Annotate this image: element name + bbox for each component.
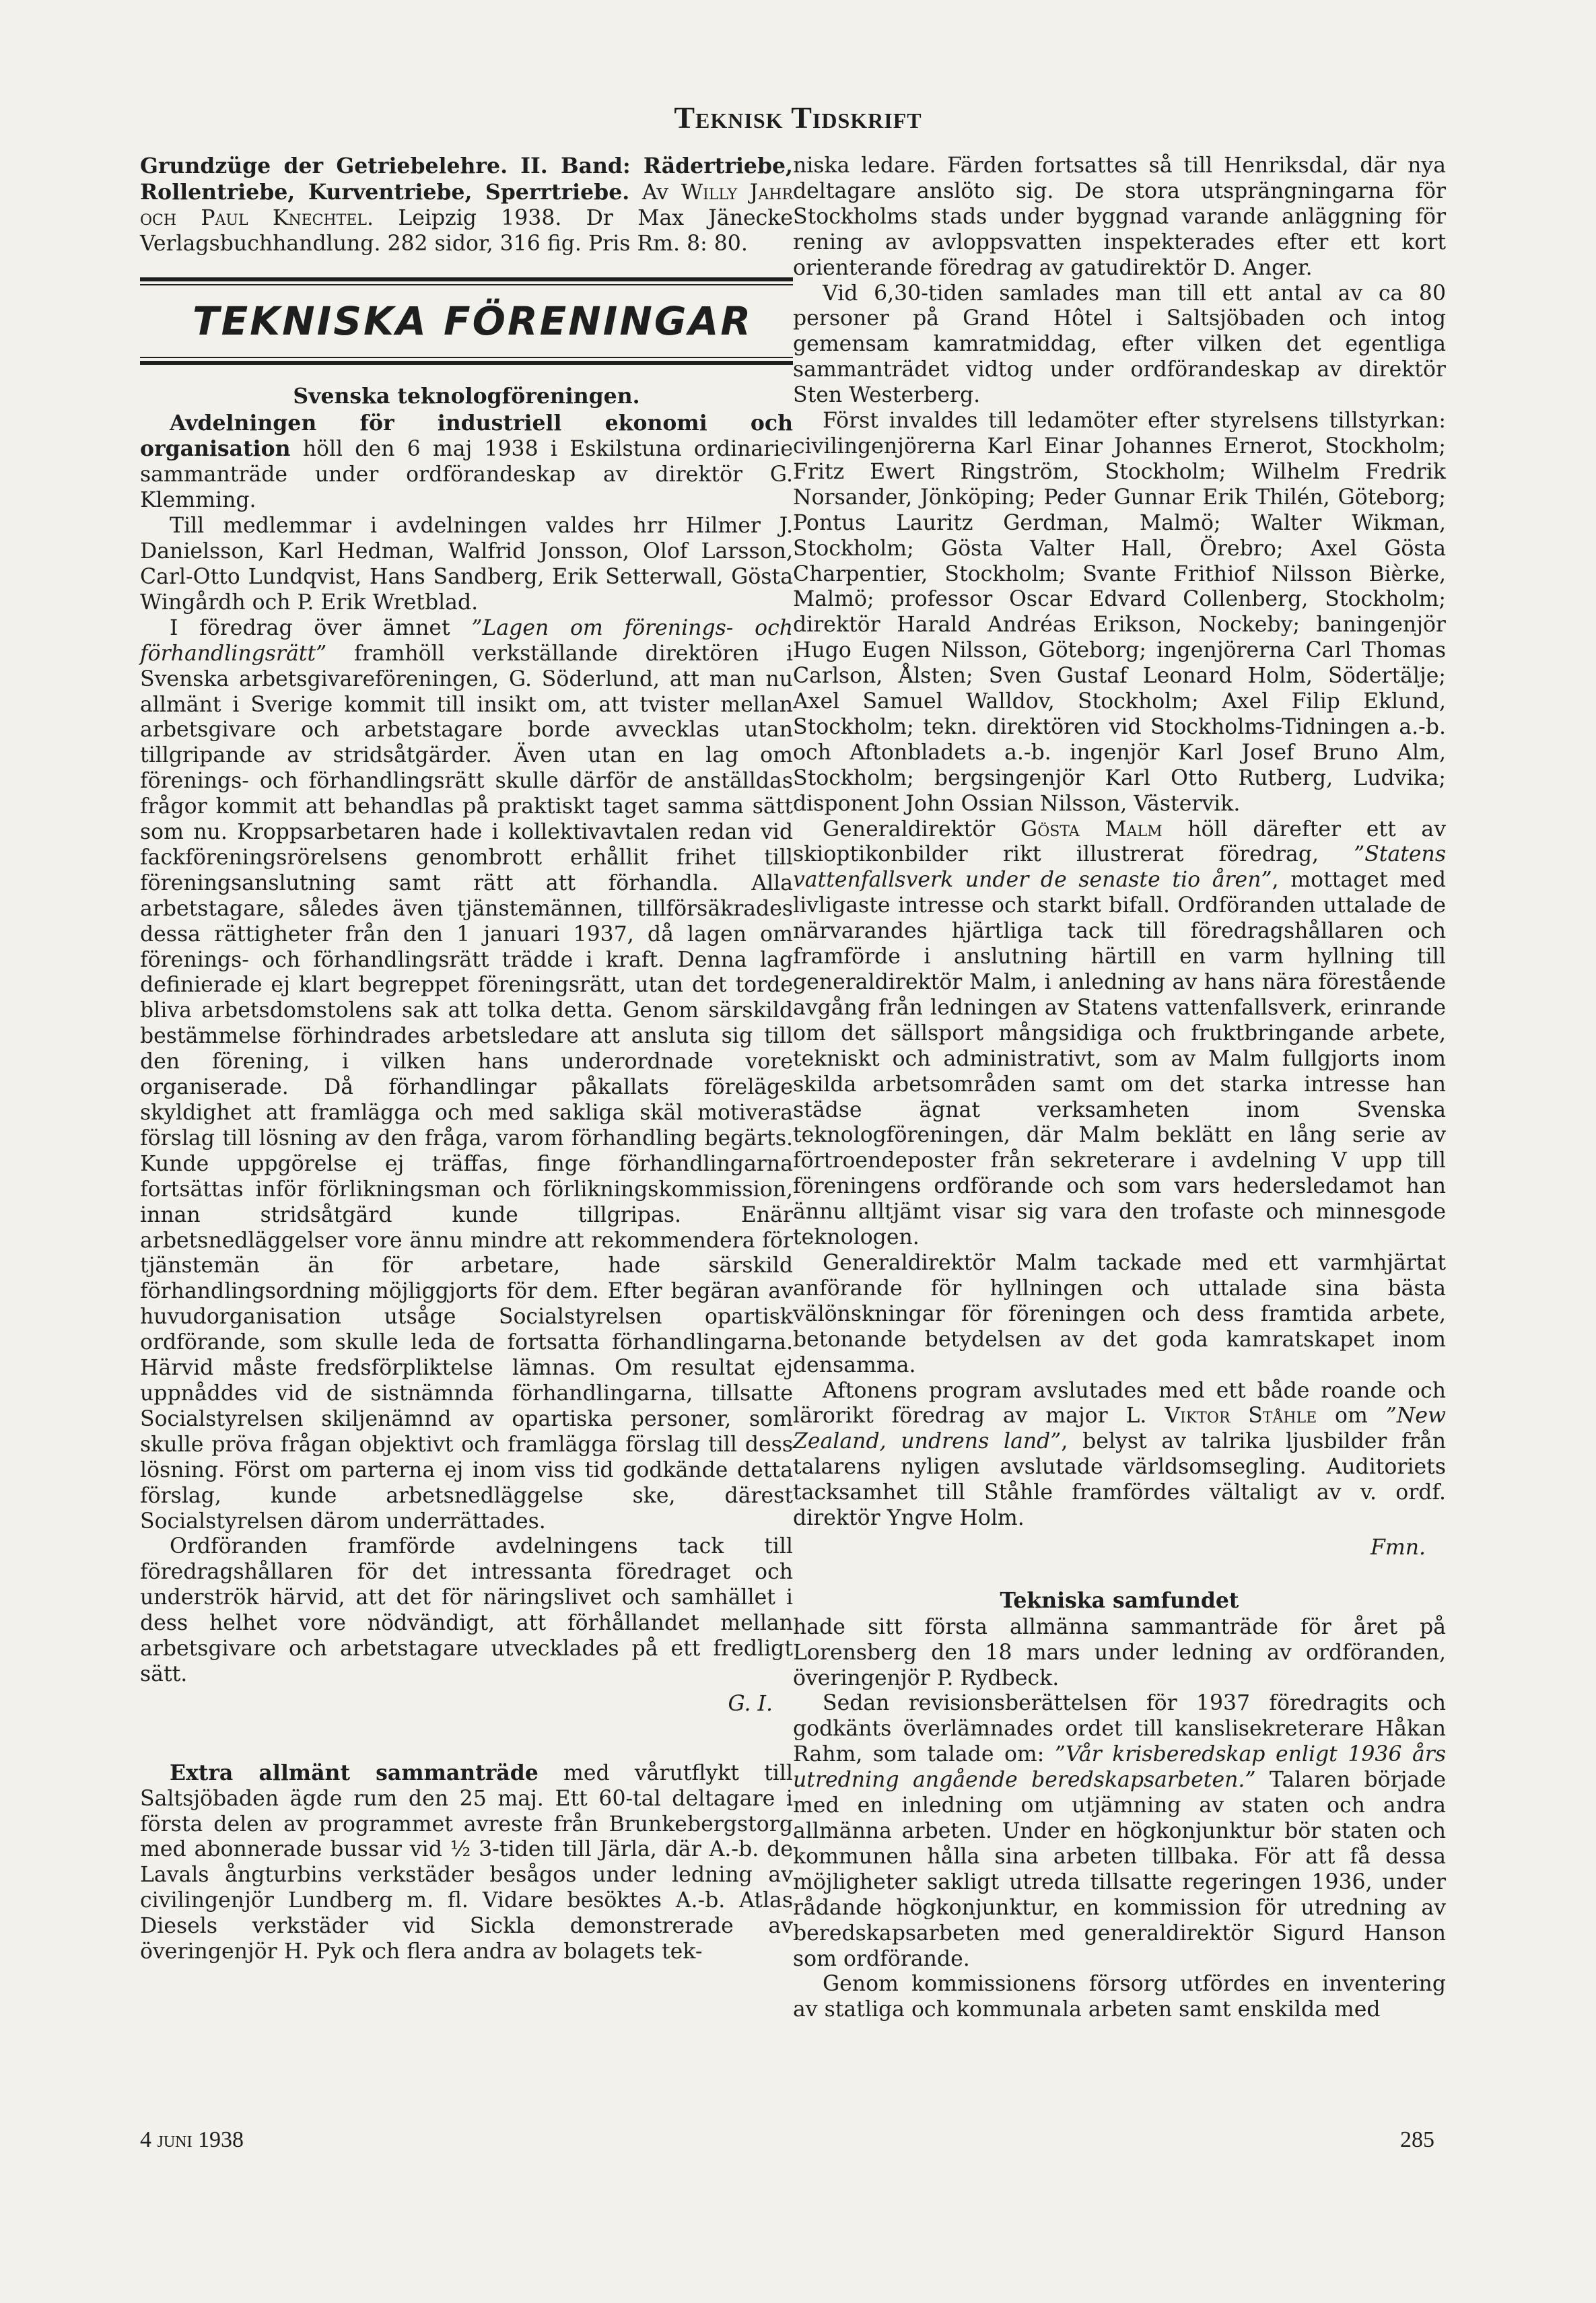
- banner-rule-top: [140, 277, 793, 285]
- issue-day: 4: [140, 2127, 151, 2152]
- person-name: Gösta Malm: [1020, 817, 1163, 841]
- article-paragraph: [793, 1379, 1446, 1532]
- paragraph-text: Generaldirektör: [823, 817, 1021, 841]
- paragraph-text: med vårutflykt till Saltsjöbaden ägde rum den 25 maj. Ett 60-tal deltagare i första delen av programmet avreste från Brunkebergstorg med abonnerade bussar vid ½ 3-tiden till Järla, där A.-b. de Lavals ångturbins verkstäder besågos under ledning av civilingenjör Lundberg m. fl. Vidare besöktes A.-b. Atlas Diesels verkstäder vid Sickla demonstrerade av överingenjör H. Pyk och flera andra av bolagets tek-: [140, 1760, 793, 1964]
- article-paragraph: [140, 411, 793, 514]
- paragraph-text: höll därefter ett av skioptikonbilder rikt illustrerat föredrag,: [793, 817, 1446, 867]
- review-by: Av: [641, 180, 669, 205]
- left-column: [140, 153, 793, 1965]
- paragraph-text: I föredrag över ämnet: [170, 615, 472, 640]
- lecture-title: ”Statens vattenfallsverk under de senaste tio åren”: [793, 842, 1446, 893]
- lecture-title: ”Vår krisberedskap enligt 1936 års utredning angående beredskapsarbeten.”: [793, 1742, 1446, 1793]
- issue-year: 1938: [198, 2127, 244, 2152]
- section-banner: [140, 277, 793, 365]
- paragraph-text: Talaren började med en inledning om utjämning av staten och andra allmänna arbeten. Under en högkonjunktur bör staten och kommunen hålla sina arbeten tillbaka. För att få dessa möjligheter sakligt utreda tillsatte regeringen 1936, under rådande högkonjunktur, en kommission för utredning av beredskapsarbeten med generaldirektör Sigurd Hanson som ordförande.: [793, 1768, 1446, 1971]
- paragraph-text: Sedan revisionsberättelsen för 1937 föredragits och godkänts överlämnades ordet till kanslisekreterare Håkan Rahm, som talade om:: [793, 1691, 1446, 1767]
- paragraph-lead: Extra allmänt sammanträde: [170, 1760, 539, 1785]
- review-authors: Willy Jahr och Paul Knechtel.: [140, 180, 794, 230]
- issue-month: juni: [157, 2127, 193, 2152]
- banner-rule-bottom: [140, 357, 793, 365]
- journal-header: Teknisk Tidskrift: [674, 100, 922, 135]
- paragraph-text: om: [1317, 1404, 1386, 1429]
- issue-date: [140, 2127, 244, 2153]
- article-paragraph: [793, 1691, 1446, 1972]
- person-name: Viktor Ståhle: [1165, 1404, 1317, 1429]
- article-paragraph: Generaldirektör Malm tackade med ett varmhjärtat anförande för hyllningen och uttalade sina bästa välönskningar för föreningen och dess framtida arbete, betonande betydelsen av det goda kamratskapet inom densamma.: [793, 1250, 1446, 1377]
- paragraph-text: framhöll verkställande direktören i Svenska arbetsgivareföreningen, G. Söderlund, att man nu allmänt i Sverige kommit till insikt om, att tvister mellan arbetsgivare och arbetstagare borde avvecklas utan tillgripande av stridsåtgärder. Även utan en lag om förenings- och förhandlingsrätt skulle därför de anställdas frågor kommit att behandlas på praktiskt taget samma sätt som nu. Kroppsarbetaren hade i kollektivavtalen redan vid fackföreningsrörelsens genombrott erhållit frihet till föreningsanslutning samt rätt att förhandla. Alla arbetstagare, således även tjänstemännen, tillförsäkrades dessa rättigheter från den 1 januari 1937, då lagen om förenings- och förhandlingsrätt trädde i kraft. Denna lag definierade ej klart begreppet föreningsrätt, utan det torde bliva arbetsdomstolens sak att tolka detta. Genom särskild bestämmelse förhindrades arbetsledare att ansluta sig till den förening, i vilken hans underordnade vore organiserade. Då förhandlingar påkallats föreläge skyldighet att framlägga och med sakliga skäl motivera förslag till lösning av den fråga, varom förhandling begärts. Kunde uppgörelse ej träffas, finge förhandlingarna fortsättas inför förlikningsman och förlikningskommission, innan stridsåtgärd kunde tillgripas. Enär arbetsnedläggelser vore ännu mindre att rekommendera för tjänstemän än för arbetare, hade särskild förhandlingsordning möjliggjorts för dem. Efter begäran av huvudorganisation utsåge Socialstyrelsen opartisk ordförande, som skulle leda de fortsatta förhandlingarna. Härvid måste fredsförpliktelse lämnas. Om resultat ej uppnåddes vid de sistnämnda förhandlingarna, tillsatte Socialstyrelsen skiljenämnd av opartiska personer, som skulle pröva frågan objektivt och framlägga förslag till dess lösning. Först om parterna ej inom viss tid godkände detta förslag, kunde arbetsnedläggelse ske, därest Socialstyrelsen därom underrättades.: [140, 641, 793, 1534]
- lecture-title: ”Lagen om förenings- och förhandlingsrätt”: [140, 615, 793, 666]
- page-number: 285: [1400, 2127, 1434, 2152]
- lecture-title: ”New Zealand, undrens land”: [793, 1404, 1446, 1454]
- right-column: [793, 153, 1446, 2023]
- article-paragraph: Ordföranden framförde avdelningens tack till föredragshållaren för det intressanta föredraget och underströk härvid, att det för näringslivet och samhället i dess helhet vore nödvändigt, att förhållandet mellan arbetsgivare och arbetstagare utvecklades på ett fredligt sätt.: [140, 1534, 793, 1686]
- paragraph-text: , belyst av talrika ljusbilder från talarens nyligen avslutade världsomsegling. Auditoriets tacksamhet till Ståhle framfördes vältaligt av v. ordf. direktör Yngve Holm.: [793, 1429, 1446, 1531]
- article-paragraph: Till medlemmar i avdelningen valdes hrr Hilmer J. Danielsson, Karl Hedman, Walfrid Jonsson, Olof Larsson, Carl-Otto Lundqvist, Hans Sandberg, Erik Setterwall, Gösta Wingårdh och P. Erik Wretblad.: [140, 514, 793, 615]
- review-title: Grundzüge der Getriebelehre. II. Band: Rädertriebe, Rollentriebe, Kurventriebe, Sperrtriebe.: [140, 153, 793, 205]
- article-paragraph: Vid 6,30-tiden samlades man till ett antal av ca 80 personer på Grand Hôtel i Saltsjöbaden och intog gemensam kamratmiddag, efter vilken det egentliga sammanträdet vidtog under ordförandeskap av direktör Sten Westerberg.: [793, 281, 1446, 408]
- article-paragraph: Genom kommissionens försorg utfördes en inventering av statliga och kommunala arbeten samt enskilda med: [793, 1972, 1446, 2022]
- signature: G. I.: [728, 1691, 773, 1716]
- spacer: [793, 1561, 1446, 1588]
- paragraph-text: Aftonens program avslutades med ett både roande och lärorikt föredrag av major L.: [793, 1378, 1446, 1429]
- article-paragraph: [793, 817, 1446, 1251]
- article-paragraph: Först invaldes till ledamöter efter styrelsens tillstyrkan: civilingenjörerna Karl Einar Johannes Ernerot, Stockholm; Fritz Ewert Ringström, Stockholm; Wilhelm Fredrik Norsander, Jönköping; Peder Gunnar Erik Thilén, Göteborg; Pontus Lauritz Gerdman, Malmö; Walter Wikman, Stockholm; Gösta Valter Hall, Örebro; Axel Gösta Charpentier, Stockholm; Svante Frithiof Nilsson Bièrke, Malmö; professor Oscar Edvard Collenberg, Stockholm; direktör Harald Andréas Erikson, Nockeby; baningenjör Hugo Eugen Nilsson, Göteborg; ingenjörerna Carl Thomas Carlson, Ålsten; Sven Gustaf Leonard Holm, Södertälje; Axel Samuel Walldov, Stockholm; Axel Filip Eklund, Stockholm; tekn. direktören vid Stockholms-Tidningen a.-b. och Aftonbladets a.-b. ingenjör Karl Josef Bruno Alm, Stockholm; bergsingenjör Karl Otto Rutberg, Ludvika; disponent John Ossian Nilsson, Västervik.: [793, 409, 1446, 816]
- signature: Fmn.: [1370, 1535, 1426, 1560]
- book-review: [140, 153, 793, 257]
- paragraph-lead: Avdelningen för industriell ekonomi och organisation: [140, 410, 793, 462]
- article-paragraph: [140, 1760, 793, 1965]
- article-paragraph: [140, 616, 793, 1535]
- paragraph-text: höll den 6 maj 1938 i Eskilstuna ordinarie sammanträde under ordförandeskap av direktör G. Klemming.: [140, 437, 793, 513]
- article-paragraph: niska ledare. Färden fortsattes så till Henriksdal, där nya deltagare anslöto sig. De stora utsprängningarna för Stockholms stads under byggnad varande anläggning för rening av avloppsvatten inspekterades efter ett kort orienterande föredrag av gatudirektör D. Anger.: [793, 153, 1446, 280]
- society-heading: Svenska teknologföreningen.: [293, 383, 640, 409]
- spacer: [140, 1717, 793, 1760]
- paragraph-text: , mottaget med livligaste intresse och starkt bifall. Ordföranden uttalade de närvarandes hjärtliga tack till föredragshållaren och framförde i anslutning härtill en varm hyllning till generaldirektör Malm, i anledning av hans nära förestående avgång från ledningen av Statens vattenfallsverk, erinrande om det sällsport mångsidiga och fruktbringande arbete, tekniskt och administrativt, som av Malm fullgjorts inom skilda arbetsområden samt om det starka intresse han städse ägnat verksamheten inom Svenska teknologföreningen, där Malm beklätt en lång serie av förtroendeposter från sekreterare i avdelning V upp till föreningens ordförande och som vars hedersledamot han ännu alltjämt visar sig vara den trofaste och minnesgode teknologen.: [793, 868, 1446, 1250]
- review-publication: Leipzig 1938. Dr Max Jänecke Verlagsbuchhandlung. 282 sidor, 316 fig. Pris Rm. 8: 80.: [140, 205, 794, 256]
- article-paragraph: hade sitt första allmänna sammanträde för året på Lorensberg den 18 mars under ledning av ordföranden, överingenjör P. Rydbeck.: [793, 1614, 1446, 1690]
- society-heading: Tekniska samfundet: [1000, 1587, 1239, 1613]
- section-title: TEKNISKA FÖRENINGAR: [193, 298, 753, 344]
